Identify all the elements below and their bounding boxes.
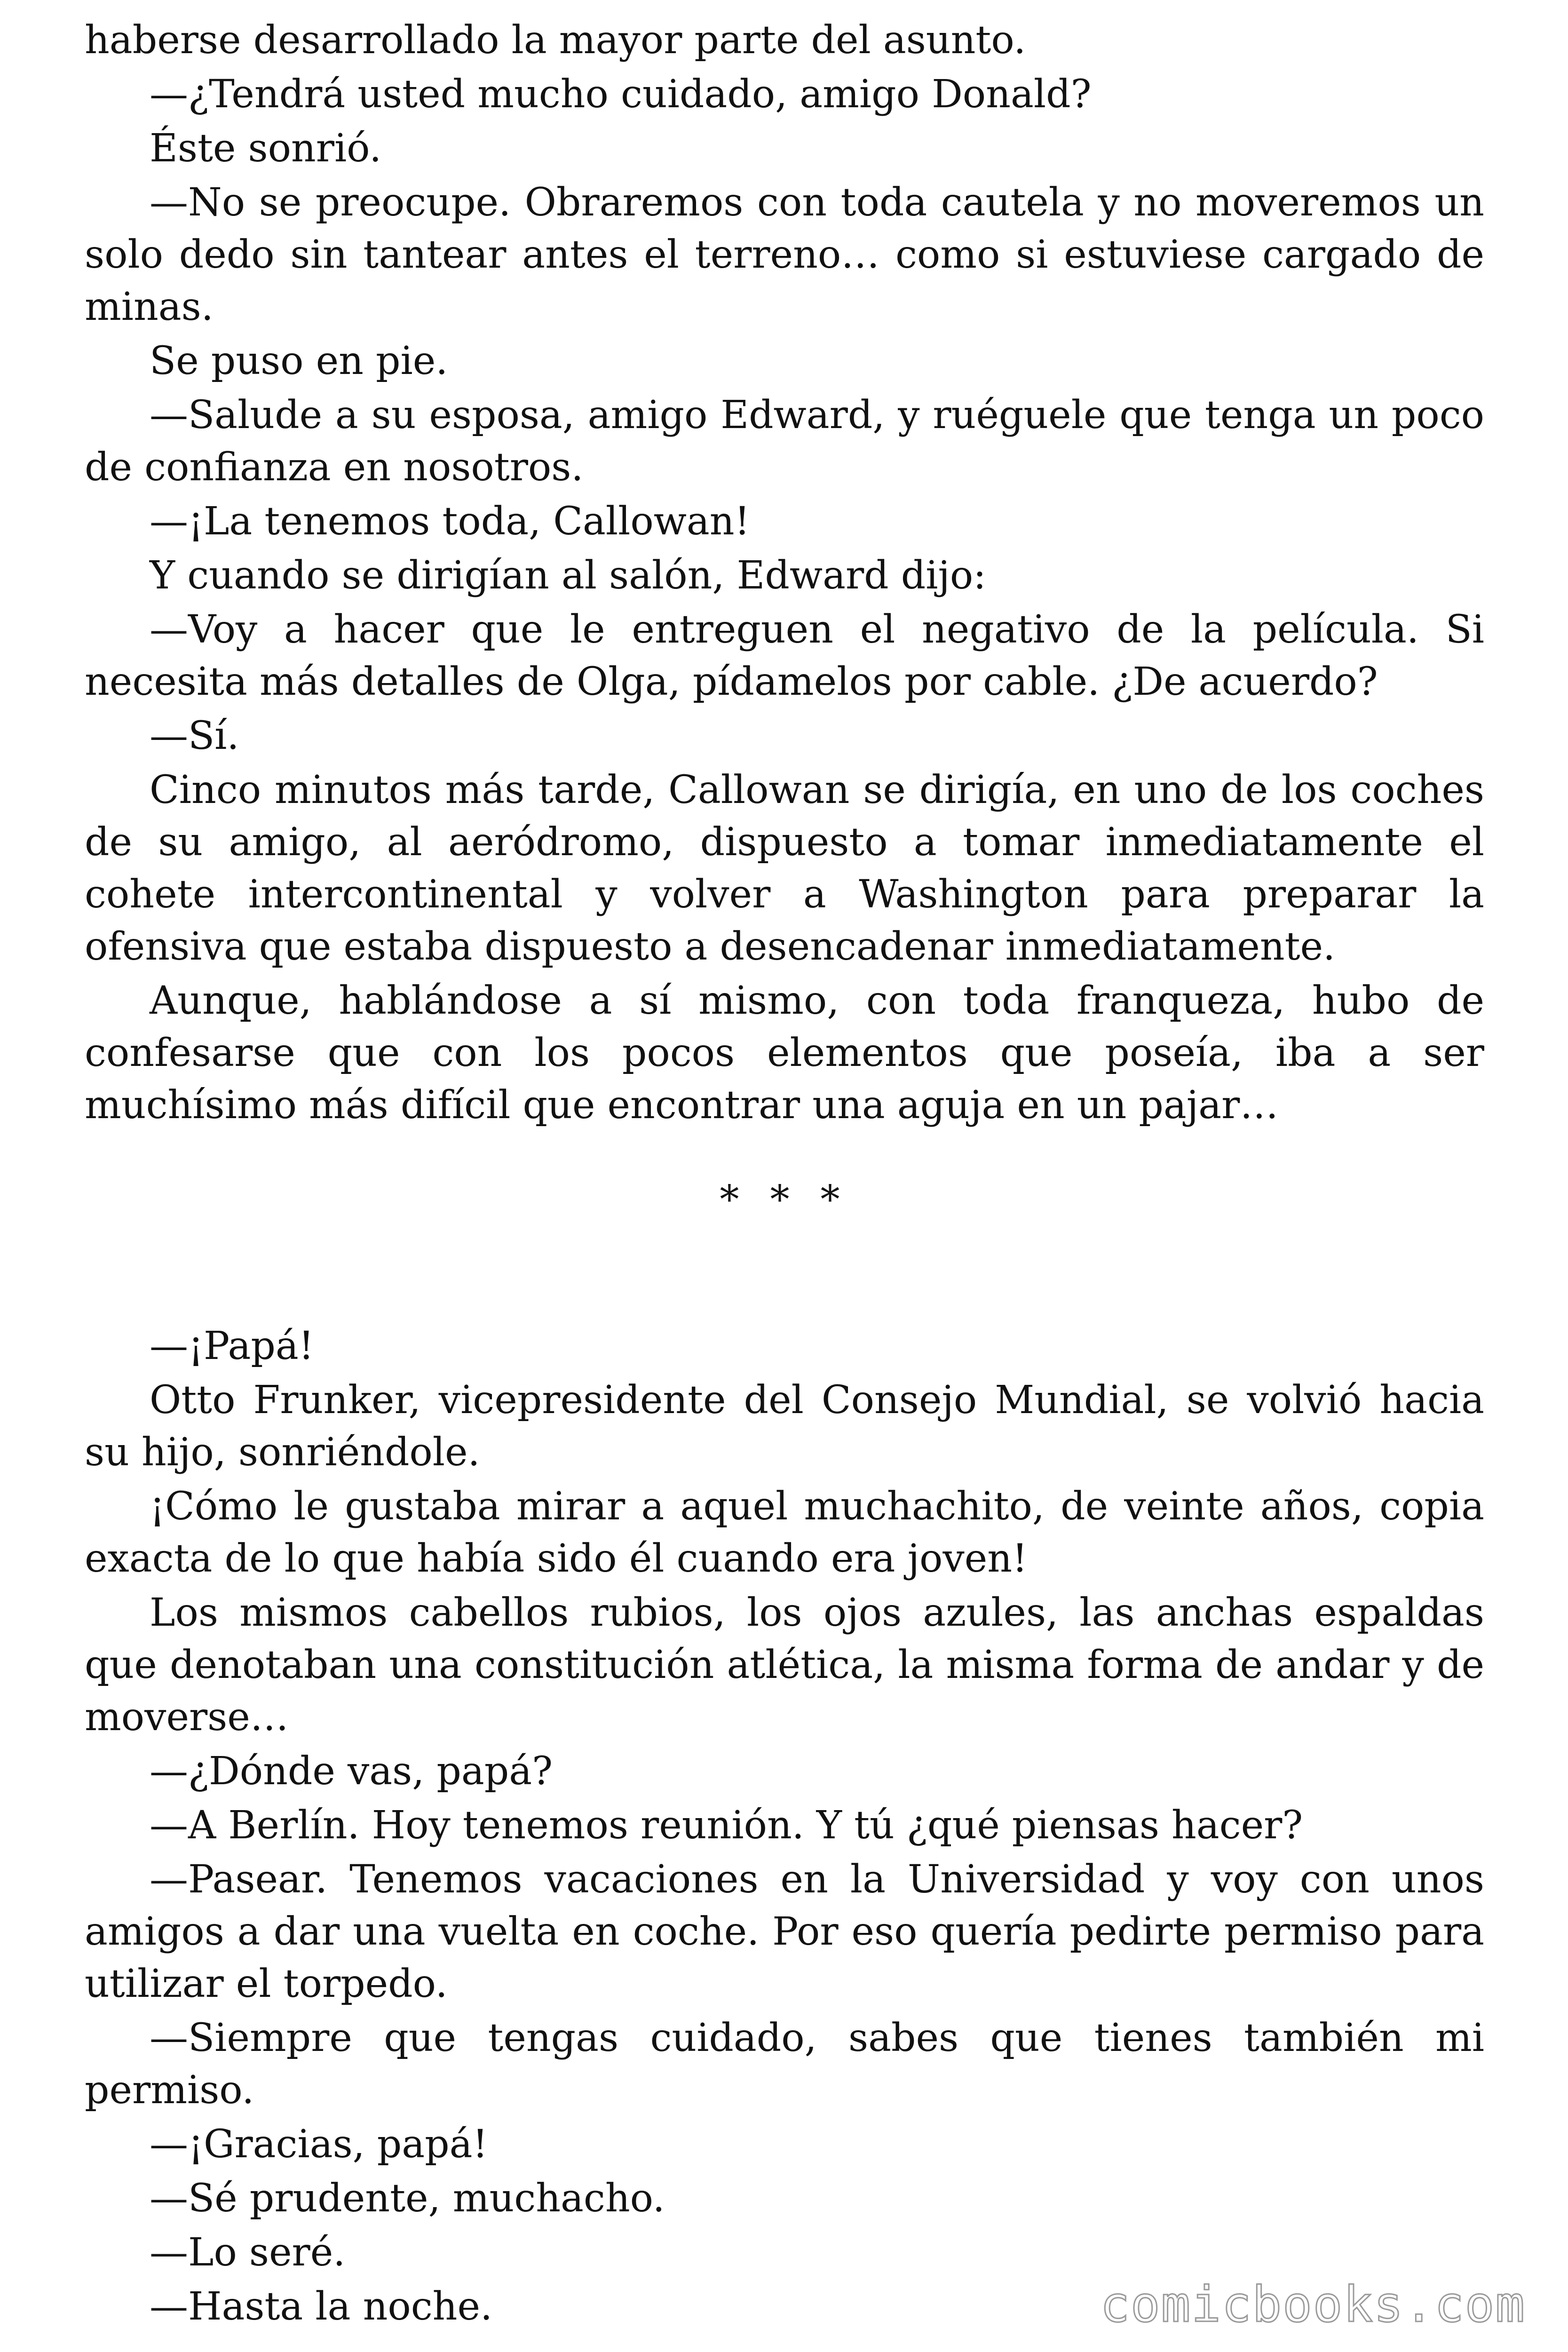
paragraph: —Pasear. Tenemos vacaciones en la Universidad y voy con unos amigos a dar una vuelta en coche. Por eso quería pedirte permiso para utilizar el torpedo. [85,1857,1484,2006]
book-page [85,14,1484,2335]
text-section-after [85,1320,1484,2333]
paragraph: —¿Tendrá usted mucho cuidado, amigo Donald? [150,72,1092,117]
paragraph: —¡Papá! [150,1324,314,1368]
paragraph: —¡La tenemos toda, Callowan! [150,499,750,544]
watermark: comicbooks.com [1100,2276,1526,2333]
paragraph: Cinco minutos más tarde, Callowan se dirigía, en uno de los coches de su amigo, al aeródromo, dispuesto a tomar inmediatamente el cohete intercontinental y volver a Washington para preparar la ofensiva que estaba dispuesto a desencadenar inmediatamente. [85,768,1484,969]
paragraph: —A Berlín. Hoy tenemos reunión. Y tú ¿qué piensas hacer? [150,1803,1303,1848]
paragraph: Aunque, hablándose a sí mismo, con toda franqueza, hubo de confesarse que con los pocos elementos que poseía, iba a ser muchísimo más difícil que encontrar una aguja en un pajar… [85,978,1484,1128]
paragraph: Los mismos cabellos rubios, los ojos azules, las anchas espaldas que denotaban una constitución atlética, la misma forma de andar y de moverse… [85,1590,1484,1740]
paragraph: —Lo seré. [150,2230,346,2275]
paragraph: —No se preocupe. Obraremos con toda cautela y no moveremos un solo dedo sin tantear antes el terreno… como si estuviese cargado de minas. [85,180,1484,329]
paragraph: —Siempre que tengas cuidado, sabes que tienes también mi permiso. [85,2016,1484,2113]
paragraph: ¡Cómo le gustaba mirar a aquel muchachito, de veinte años, copia exacta de lo que había sido él cuando era joven! [85,1484,1484,1581]
paragraph: —Salude a su esposa, amigo Edward, y ruéguele que tenga un poco de confianza en nosotros. [85,393,1484,490]
paragraph: Y cuando se dirigían al salón, Edward dijo: [150,553,986,598]
paragraph: —Sí. [150,714,239,758]
paragraph: Se puso en pie. [150,339,448,383]
paragraph: —Hasta la noche. [150,2284,493,2329]
paragraph: —¡Gracias, papá! [150,2122,488,2167]
paragraph: Otto Frunker, vicepresidente del Consejo Mundial, se volvió hacia su hijo, sonriéndole. [85,1378,1484,1475]
paragraph: —Voy a hacer que le entreguen el negativo de la película. Si necesita más detalles de Olga, pídamelos por cable. ¿De acuerdo? [85,607,1484,704]
text-section-before [85,14,1484,1131]
paragraph: haberse desarrollado la mayor parte del asunto. [85,18,1026,63]
paragraph: —¿Dónde vas, papá? [150,1749,553,1794]
paragraph: —Sé prudente, muchacho. [150,2176,665,2221]
scene-separator: * * * [720,1177,849,1222]
paragraph: Éste sonrió. [150,126,382,171]
